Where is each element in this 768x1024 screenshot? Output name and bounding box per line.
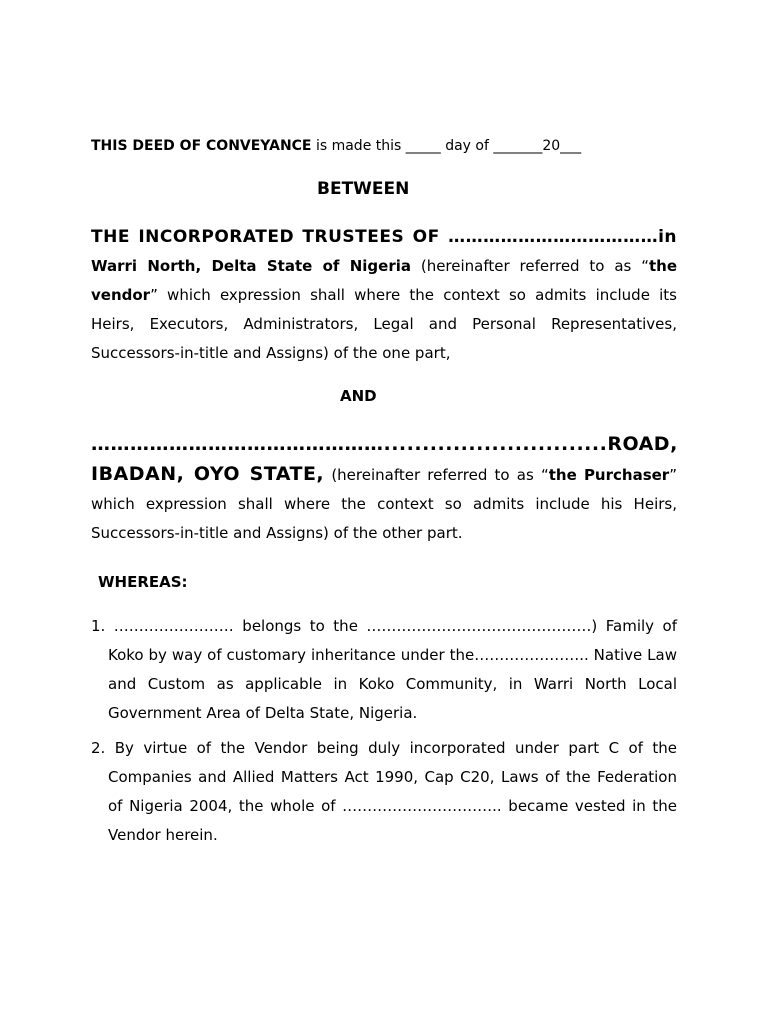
purchaser-text-a: (hereinafter referred to as “ xyxy=(324,466,549,484)
vendor-name-line: THE INCORPORATED TRUSTEES OF ………………………………in xyxy=(91,227,677,247)
purchaser-term-2: Purchaser xyxy=(583,466,670,484)
recital-item-2: 2. By virtue of the Vendor being duly incorporated under part C of the Companies and Allied Matters Act 1990, Cap C20, Laws of the Federation of Nigeria 2004, the whole of ………………………….. became vested in the Vendor herein. xyxy=(91,739,677,844)
vendor-term: the vendor xyxy=(91,257,677,304)
purchaser-term-1: the xyxy=(548,466,577,484)
deed-title: THIS DEED OF CONVEYANCE xyxy=(91,138,312,154)
vendor-text-a: (hereinafter referred to as “ xyxy=(411,257,649,275)
deed-date-text: is made this _____ day of _______20___ xyxy=(311,138,582,154)
vendor-text-b: ” which expression shall where the context so admits include its Heirs, Executors, Administrators, Legal and Personal Representatives, Successors-in-title and Assigns) of the one part, xyxy=(91,286,677,362)
purchaser-text-b: ” which expression shall where the context so admits include his Heirs, Successors-in-title and Assigns) of the other part. xyxy=(91,466,677,542)
deed-intro-line xyxy=(91,136,581,156)
and-heading: AND xyxy=(340,387,377,405)
whereas-heading: WHEREAS: xyxy=(98,573,188,591)
vendor-location: Warri North, Delta State of Nigeria xyxy=(91,257,411,275)
purchaser-paragraph xyxy=(91,430,677,548)
vendor-paragraph xyxy=(91,223,677,368)
between-heading: BETWEEN xyxy=(317,179,410,199)
purchaser-address-line: ……………………………………….............................ROAD, xyxy=(91,433,678,455)
purchaser-location: IBADAN, OYO STATE, xyxy=(91,463,325,485)
recital-item-1: 1. …………………… belongs to the ………………………………………) Family of Koko by way of customary inheritance under the………………….. Native Law and Custom as applicable in Koko Community, in Warri North Local Government Area of Delta State, Nigeria. xyxy=(91,617,677,722)
